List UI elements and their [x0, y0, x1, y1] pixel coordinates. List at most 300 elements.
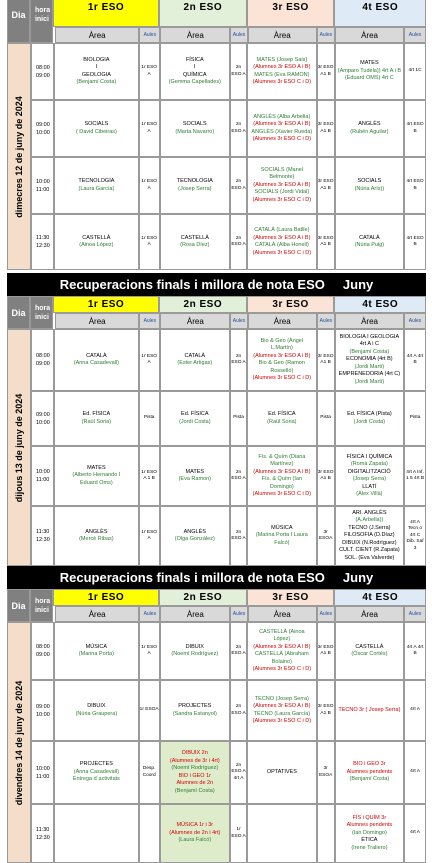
subject-line: (Alumnes 3r ESO A i B) — [253, 234, 311, 241]
room-cell: 3r ESO A1 B — [317, 43, 335, 100]
subject-line: TECNOLOGIA — [176, 178, 213, 184]
time-cell — [31, 741, 54, 804]
day-label: dijous 13 de juny de 2024 — [14, 393, 24, 502]
start-time: 09:00 — [36, 703, 50, 710]
subject-line: (Alumnes 3r ESO A i B) — [253, 64, 311, 70]
subject-line: BIOLOGIA I GEOLOGIA — [339, 333, 400, 340]
subject-cell — [160, 329, 230, 391]
end-time: 12:30 — [36, 243, 50, 249]
subject-line: (Alumnes 3r ESO C i D) — [252, 718, 312, 724]
subject-line: ANGLÈS — [358, 121, 381, 127]
subject-line: (Jordi Martí) — [354, 378, 385, 385]
subject-line: (Anna Casadevall) — [73, 360, 119, 366]
room-cell: 3r ESO A1 B — [317, 680, 335, 741]
subject-line: CASTELLÀ — [82, 234, 111, 241]
time-cell — [31, 157, 54, 214]
subject-line: Bio & Geo (Àngel — [260, 337, 304, 344]
room-cell: 1r ESO A — [230, 804, 247, 863]
subject-line: FÍSICA — [185, 56, 204, 63]
subject-line: FILOSOFIA (D.Díaz) — [344, 532, 395, 539]
subject-cell — [335, 622, 404, 680]
subject-cell — [160, 680, 230, 741]
room-cell — [317, 804, 335, 863]
hora-header — [30, 296, 53, 329]
subject-line: FÍS i QUÍM 3r — [352, 814, 387, 821]
subject-line: (Alumnes 3r ESO C i D) — [252, 196, 312, 203]
aules-label: Aules — [230, 27, 247, 43]
subject-line: (Àlex Villà) — [356, 491, 383, 497]
subject-line: (Alumnes 3r ESO C i D) — [252, 79, 312, 85]
room-cell: 3r ESOA — [317, 741, 335, 804]
end-time: 09:00 — [36, 652, 50, 658]
subject-line: (Mercè Ribas) — [79, 536, 114, 542]
room-cell: 3r ESO A1 B — [317, 329, 335, 391]
subject-line: (Alumnes 3r ESO A i B) — [253, 121, 311, 127]
end-time: 12:30 — [36, 834, 50, 841]
subject-line: ANGLÈS (Xavier Rueda) — [251, 128, 313, 135]
room-cell: 3r ESO A1 B — [317, 157, 335, 214]
area-label: Àrea — [335, 606, 404, 622]
subject-cell — [335, 506, 404, 566]
aules-label: Aules — [230, 606, 247, 622]
room-cell: Pista — [404, 391, 426, 446]
room-cell: 4rt A — [404, 804, 426, 863]
start-time: 09:00 — [36, 411, 50, 418]
start-time: 10:00 — [36, 765, 50, 772]
room-cell: 3r ESO A1 B — [317, 100, 335, 157]
subject-line: TECNO 3r ( Josep Serra) — [338, 706, 401, 713]
subject-cell — [247, 622, 316, 680]
subject-line: Alumnes pendents — [346, 822, 393, 829]
subject-cell — [335, 680, 404, 741]
subject-line: (Alumnes 3r ESO A i B) — [253, 352, 311, 359]
room-cell: 1r ESO A — [139, 157, 160, 214]
subject-cell — [160, 741, 230, 804]
room-cell: 2n ESO A — [230, 214, 247, 270]
subject-line: (Jordi Martí) — [354, 363, 385, 370]
subject-line: Ed. FÍSICA — [82, 411, 111, 417]
room-cell: 1r ESO A — [139, 43, 160, 100]
subject-line: (Marina Porta I Laura — [255, 532, 308, 539]
subject-line: EMPRENEDORIA (4rt C) — [338, 371, 401, 378]
subject-line: (Noemí Rodríguez) — [171, 651, 219, 657]
subject-line: López) — [273, 636, 291, 642]
area-label: Àrea — [55, 606, 139, 622]
room-cell: 4rt A Tecn o 4rt C Dib. Saf 3 — [404, 506, 426, 566]
room-cell: Pista — [317, 391, 335, 446]
hora-header — [30, 0, 53, 43]
subject-cell — [247, 741, 316, 804]
subject-line: DIBUIX — [87, 703, 106, 709]
aules-label: Aules — [317, 313, 335, 329]
schedule-row — [31, 100, 426, 157]
subject-line: (Amparo Tudela)) 4rt A i B — [337, 67, 402, 74]
area-label: Àrea — [248, 27, 317, 43]
subject-cell — [335, 741, 404, 804]
schedule-row — [31, 804, 426, 863]
subject-line: LLATÍ — [362, 483, 377, 490]
subject-cell — [247, 329, 316, 391]
room-cell: 1r ESO A — [139, 214, 160, 270]
subject-line: Martínez) — [270, 461, 294, 467]
area-label: Àrea — [335, 313, 404, 329]
room-cell: 2n ESO A — [230, 680, 247, 741]
room-cell: 4rt A 4rt B — [404, 622, 426, 680]
subject-line: CATALÀ — [86, 352, 107, 359]
start-time: 11:30 — [36, 235, 50, 241]
subject-line: BIO i GEO 1r — [178, 772, 211, 779]
subject-cell — [160, 391, 230, 446]
subject-cell — [247, 506, 316, 566]
area-header-row — [55, 606, 426, 622]
subject-cell — [247, 43, 316, 100]
subject-line: GEOLOGIA — [81, 71, 111, 78]
subject-line: (Anna Casadevall) — [73, 768, 119, 775]
area-label: Àrea — [160, 27, 230, 43]
aules-label: Aules — [404, 27, 426, 43]
subject-cell — [247, 804, 316, 863]
subject-line: TECNO (Josep Serra) — [254, 695, 309, 702]
subject-cell — [247, 446, 316, 506]
subject-cell — [160, 622, 230, 680]
end-time: 09:00 — [36, 72, 50, 79]
subject-line: ANGLÈS — [85, 528, 108, 535]
subject-cell — [247, 680, 316, 741]
subject-line: (Josep Serra) — [178, 185, 212, 192]
room-cell: 1r ESOA — [139, 680, 160, 741]
dia-header: Dia — [7, 589, 30, 622]
schedule-row — [31, 446, 426, 506]
end-time: 10:00 — [36, 711, 50, 718]
start-time: 08:00 — [36, 644, 50, 650]
subject-cell — [160, 157, 230, 214]
subject-line: SOCIALS (Manel — [260, 166, 303, 173]
schedule-row — [31, 680, 426, 741]
course-header-1: 1r ESO — [53, 589, 159, 606]
inici-label: inici — [34, 313, 49, 321]
subject-cell — [54, 446, 139, 506]
subject-line: (Raül Soria) — [81, 418, 112, 425]
subject-cell — [335, 329, 404, 391]
subject-line: (Núria Arís)) — [354, 185, 385, 192]
time-cell — [31, 391, 54, 446]
room-cell: 3r ESO A1 B — [317, 622, 335, 680]
schedule-row — [31, 622, 426, 680]
subject-line: MATES — [87, 464, 106, 471]
schedule-page — [7, 0, 426, 863]
subject-line: TECNO (Laura García) — [253, 710, 311, 717]
inici-label: inici — [34, 16, 49, 23]
subject-line: (Ian Domingo) — [351, 829, 387, 836]
subject-line: CASTELLÀ — [180, 234, 209, 241]
course-header-2: 2n ESO — [159, 0, 247, 27]
dia-header: Dia — [7, 0, 30, 43]
subject-line: SOCIALS — [357, 178, 382, 184]
room-cell: 2n ESO A — [230, 43, 247, 100]
room-cell: 2n ESO A — [230, 506, 247, 566]
subject-line: (Alberto Hernando I — [72, 472, 121, 479]
subject-line: MATES — [360, 60, 379, 67]
room-cell: 4rt A — [404, 741, 426, 804]
course-header-3: 3r ESO — [247, 296, 335, 313]
subject-line: Fís. & Quím (Diana — [258, 453, 306, 460]
subject-line: SOL. (Eva Valverde) — [344, 554, 395, 561]
subject-line: Rosselló) — [270, 367, 294, 374]
room-cell: 4rt ESO B — [404, 157, 426, 214]
subject-cell — [160, 506, 230, 566]
subject-line: DIBUIX (N.Rodríguez) — [342, 539, 397, 546]
subject-cell — [160, 100, 230, 157]
area-label: Àrea — [55, 313, 139, 329]
course-header-2: 2n ESO — [159, 296, 247, 313]
subject-cell — [247, 157, 316, 214]
subject-line: BIO i GEO 3r — [353, 761, 386, 768]
subject-line: ECONOMIA (4rt B) — [346, 356, 393, 363]
subject-cell — [54, 506, 139, 566]
inici-label: inici — [34, 606, 49, 614]
course-header-1: 1r ESO — [53, 0, 159, 27]
room-cell: 4rt ESO B — [404, 100, 426, 157]
time-cell — [31, 214, 54, 270]
subject-line: (Eva Ramon) — [178, 476, 211, 482]
hora-label: hora — [34, 304, 51, 312]
subject-line: (Núria Puig) — [354, 242, 385, 248]
subject-line: SOCIALS — [182, 121, 207, 127]
aules-label: Aules — [230, 313, 247, 329]
dia-header: Dia — [7, 296, 30, 329]
time-cell — [31, 506, 54, 566]
subject-cell — [54, 622, 139, 680]
area-label: Àrea — [335, 27, 404, 43]
subject-line: CATALÀ (Alba Honell) — [254, 242, 309, 248]
room-cell: 4rt ESO B — [404, 214, 426, 270]
hora-header — [30, 589, 53, 622]
subject-line: (Rosa Díez) — [180, 242, 210, 248]
start-time: 09:00 — [36, 121, 50, 128]
course-header-1: 1r ESO — [53, 296, 159, 313]
subject-line: Domingo) — [269, 483, 294, 490]
time-cell — [31, 329, 54, 391]
course-header-row — [7, 0, 426, 27]
end-time: 12:30 — [36, 537, 50, 543]
aules-label: Aules — [404, 313, 426, 329]
room-cell: 2n ESO A 4rt A — [230, 741, 247, 804]
section-title: Recuperacions finals i millora de nota ESO Juny — [7, 566, 426, 589]
end-time: 10:00 — [36, 129, 50, 136]
schedule-row — [31, 157, 426, 214]
subject-line: Bio & Geo (Ramon — [258, 360, 305, 366]
day-label: divendres 14 de juny de 2024 — [14, 680, 24, 805]
subject-line: (Benjamí Costa) — [174, 787, 215, 794]
subject-cell — [54, 157, 139, 214]
aules-label: Aules — [139, 27, 160, 43]
subject-line: CASTELLÀ (Abraham — [254, 651, 309, 657]
subject-cell — [160, 446, 230, 506]
subject-line: FÍSICA I QUÍMICA — [346, 453, 393, 460]
subject-line: (Eduard OMS) 4rt C — [344, 75, 394, 82]
subject-line: CATALÀ — [359, 234, 380, 241]
subject-line: MATES (Josep Sais) — [256, 56, 308, 63]
subject-line: (Sandra Estanyol) — [172, 710, 217, 717]
end-time: 10:00 — [36, 419, 50, 426]
aules-label: Aules — [139, 606, 160, 622]
room-cell: 1r ESO A — [139, 622, 160, 680]
subject-line: CATALÀ — [184, 352, 206, 359]
subject-line: SOCIALS — [84, 121, 109, 127]
subject-line: (Benjamí Costa) — [349, 776, 390, 783]
subject-line: (Núria Graupera) — [75, 710, 118, 717]
subject-line: (Alumnes 3r ESO A i B) — [253, 703, 311, 709]
area-label: Àrea — [160, 313, 230, 329]
start-time: 10:00 — [36, 178, 50, 185]
room-cell: 1r ESO A — [139, 100, 160, 157]
room-cell: Pista — [139, 391, 160, 446]
subject-line: TECNOLOGIA — [78, 178, 115, 184]
start-time: 08:00 — [36, 353, 50, 359]
room-cell: 1r ESO A — [139, 329, 160, 391]
subject-line: (Alumnes 3r ESO C i D) — [252, 136, 312, 142]
subject-line: ÈTICA — [361, 837, 378, 844]
subject-line: (Benjamí Costa) — [76, 79, 117, 85]
subject-line: ANGLÈS — [183, 528, 206, 535]
subject-line: OPTATIVES — [266, 768, 297, 775]
room-cell: 3r ESO A1 B — [317, 214, 335, 270]
subject-line: ARI. ANGLÈS — [352, 509, 387, 516]
subject-line: Falcó) — [274, 539, 290, 546]
subject-line: 4rt A i C — [359, 341, 380, 348]
hora-label: hora — [34, 7, 51, 14]
subject-line: PROJECTES — [178, 703, 212, 709]
subject-line: (Jordi Costa) — [353, 418, 386, 425]
room-cell: 4rt A — [404, 680, 426, 741]
schedule-row — [31, 391, 426, 446]
subject-cell — [54, 100, 139, 157]
subject-line: CULT. CIENT (R.Zapata) — [339, 547, 400, 554]
hora-label: hora — [34, 597, 51, 605]
time-cell — [31, 100, 54, 157]
room-cell: 2n ESO A — [230, 622, 247, 680]
subject-line: (Laura García) — [78, 185, 115, 192]
subject-cell — [247, 391, 316, 446]
subject-line: I — [194, 64, 196, 70]
subject-line: (Marta Navarro) — [175, 128, 215, 135]
subject-line: (Alumnes de 3r i 4rt) — [169, 757, 220, 764]
room-cell: 1r ESO A 1 B — [139, 446, 160, 506]
subject-line: BIOLOGIA — [83, 56, 110, 63]
subject-line: (Romà Zapata) — [350, 461, 388, 467]
room-cell: 2n ESO A — [230, 100, 247, 157]
subject-line: Alumnes pendents — [346, 768, 393, 775]
subject-cell — [247, 214, 316, 270]
subject-cell — [160, 214, 230, 270]
subject-line: PROJECTES — [79, 761, 113, 768]
subject-line: (Òscar Cortés) — [351, 651, 388, 657]
start-time: 11:30 — [36, 826, 50, 833]
course-header-4: 4t ESO — [334, 0, 426, 27]
subject-cell — [335, 214, 404, 270]
aules-label: Aules — [404, 606, 426, 622]
subject-line: DIGITALITZACIÓ — [348, 468, 391, 475]
course-header-4: 4t ESO — [334, 589, 426, 606]
subject-line: (Irene Traliero) — [351, 844, 388, 851]
course-header-3: 3r ESO — [247, 0, 335, 27]
start-time: 11:30 — [36, 529, 50, 535]
time-cell — [31, 680, 54, 741]
subject-line: (Ester Artigas) — [177, 360, 213, 366]
subject-line: (Benjamí Costa) — [349, 348, 390, 355]
subject-line: Bolaino) — [271, 658, 292, 665]
subject-line: MÚSICA 1r i 3r — [176, 822, 214, 829]
subject-line: (Alumnes 3r ESO A i B) — [253, 643, 311, 650]
area-label: Àrea — [248, 606, 317, 622]
subject-line: (Alumnes 3r ESO C i D) — [252, 249, 312, 256]
subject-line: DIBUIX 2n — [181, 750, 208, 756]
schedule-row — [31, 506, 426, 566]
subject-line: (Alumnes 3r ESO C i D) — [252, 375, 312, 381]
subject-line: (Laura Falcó) — [178, 837, 212, 844]
subject-line: MÚSICA — [271, 524, 293, 531]
subject-line: (Josep Serra) — [352, 476, 387, 482]
area-label: Àrea — [248, 313, 317, 329]
room-cell: 1r ESO A — [139, 506, 160, 566]
day-label-cell — [7, 43, 31, 270]
subject-cell — [54, 43, 139, 100]
subject-line: (Olga González) — [174, 536, 215, 542]
subject-line: (Raül Soria) — [267, 418, 297, 425]
start-time: 08:00 — [36, 64, 50, 71]
subject-cell — [160, 804, 230, 863]
subject-cell — [335, 391, 404, 446]
room-cell: 4rt A Inf. 1 5 4rt B — [404, 446, 426, 506]
subject-line: (Marina Porta) — [78, 651, 114, 657]
subject-line: (Alumnes 3r ESO A i B) — [253, 181, 311, 188]
subject-line: MATES — [185, 468, 205, 475]
subject-cell — [335, 804, 404, 863]
room-cell: 2n ESO A — [230, 446, 247, 506]
schedule-row — [31, 43, 426, 100]
subject-line: CASTELLÀ (Ainoa — [259, 628, 305, 635]
subject-cell — [54, 741, 139, 804]
end-time: 11:00 — [36, 477, 50, 483]
subject-cell — [160, 43, 230, 100]
area-label: Àrea — [55, 27, 139, 43]
subject-line: Eduard Oms) — [80, 479, 113, 486]
aules-label: Aules — [139, 313, 160, 329]
subject-line: (Noemí Rodríguez) — [171, 765, 219, 771]
subject-line: Belmonte) — [269, 174, 295, 181]
subject-cell — [335, 43, 404, 100]
subject-line: L.Martín) — [270, 345, 293, 351]
subject-line: (Alumnes 3r ESO A i B) — [253, 468, 311, 475]
aules-label: Aules — [317, 27, 335, 43]
subject-cell — [247, 100, 316, 157]
time-cell — [31, 43, 54, 100]
end-time: 11:00 — [36, 186, 50, 193]
time-cell — [31, 446, 54, 506]
subject-cell — [54, 329, 139, 391]
room-cell: Pista — [230, 391, 247, 446]
subject-cell — [54, 804, 139, 863]
subject-line: TECNO (J.Serra) — [348, 524, 391, 531]
course-header-3: 3r ESO — [247, 589, 335, 606]
area-header-row — [55, 27, 426, 43]
subject-cell — [54, 680, 139, 741]
subject-line: ( David Cibeiras) — [75, 128, 117, 135]
subject-cell — [54, 214, 139, 270]
subject-line: (Rubén Aguilar) — [350, 128, 389, 135]
subject-line: Alumnes de 2n — [176, 780, 214, 786]
course-header-2: 2n ESO — [159, 589, 247, 606]
